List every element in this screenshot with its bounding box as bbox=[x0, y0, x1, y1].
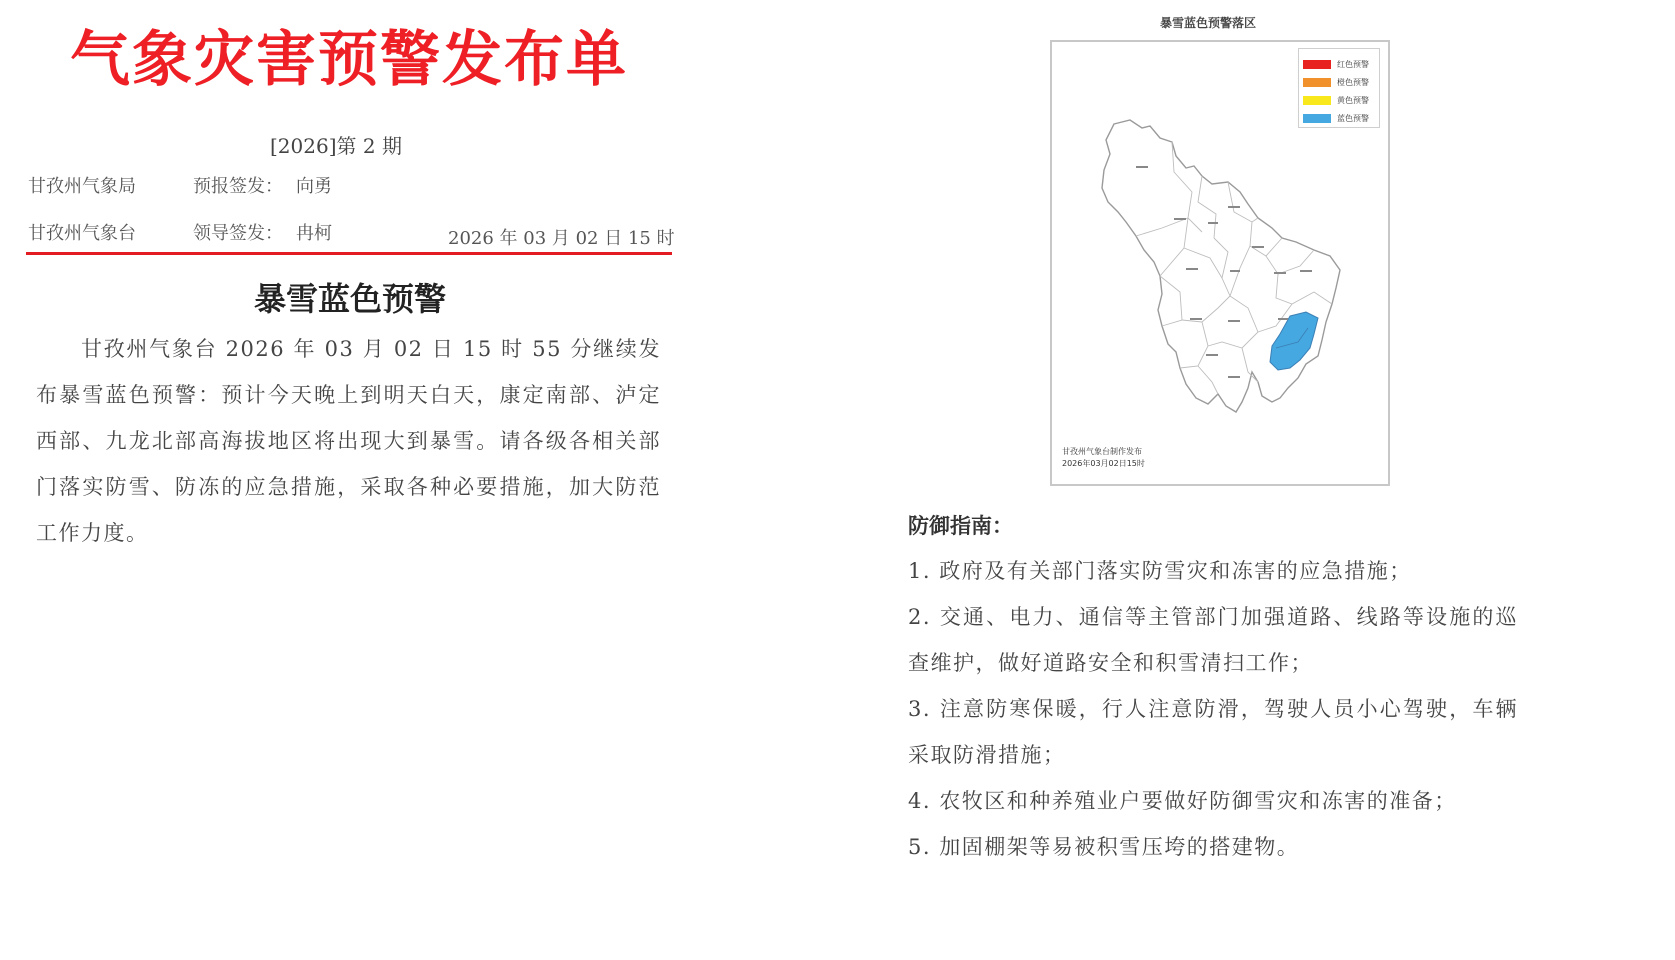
legend-item-yellow bbox=[1299, 91, 1379, 109]
legend-label: 黄色预警 bbox=[1337, 95, 1369, 105]
warning-bulletin-page bbox=[0, 0, 760, 960]
guide-item: 1. 政府及有关部门落实防雪灾和冻害的应急措施； bbox=[908, 559, 1412, 583]
warning-body: 甘孜州气象台 2026 年 03 月 02 日 15 时 55 分继续发布暴雪蓝色预警：预计今天晚上到明天白天，康定南部、泸定西部、九龙北部高海拔地区将出现大到暴雪。请各级各相关部门落实防雪、防冻的应急措施，采取各种必要措施，加大防范工作力度。 bbox=[36, 337, 661, 545]
legend-item-orange bbox=[1299, 73, 1379, 91]
legend-label: 蓝色预警 bbox=[1337, 113, 1369, 123]
legend-item-blue bbox=[1299, 109, 1379, 127]
prefecture-outline bbox=[1102, 120, 1340, 412]
guide-item: 3. 注意防寒保暖，行人注意防滑，驾驶人员小心驾驶，车辆采取防滑措施； bbox=[908, 697, 1518, 767]
map-credit bbox=[1062, 446, 1145, 470]
legend-swatch-yellow bbox=[1303, 96, 1331, 105]
legend-swatch-blue bbox=[1303, 114, 1331, 123]
legend-swatch-red bbox=[1303, 60, 1331, 69]
forecast-sign-name: 向勇 bbox=[296, 176, 332, 197]
map-credit-time: 2026年03月02日15时 bbox=[1062, 459, 1145, 468]
legend-label: 红色预警 bbox=[1337, 59, 1369, 69]
warning-area-map bbox=[1050, 40, 1390, 486]
leader-sign-name: 冉柯 bbox=[296, 223, 332, 244]
header-divider bbox=[26, 252, 672, 255]
guide-item: 4. 农牧区和种养殖业户要做好防御雪灾和冻害的准备； bbox=[908, 789, 1457, 813]
map-legend bbox=[1298, 48, 1380, 128]
defense-guide-page bbox=[860, 0, 1675, 960]
legend-label: 橙色预警 bbox=[1337, 77, 1369, 87]
guide-list bbox=[908, 548, 1518, 870]
forecast-sign-label: 预报签发： bbox=[193, 176, 283, 197]
map-caption: 暴雪蓝色预警落区 bbox=[1160, 16, 1257, 30]
leader-sign-label: 领导签发： bbox=[193, 223, 283, 244]
guide-title: 防御指南： bbox=[908, 514, 1013, 538]
bulletin-title: 气象灾害预警发布单 bbox=[70, 25, 628, 95]
map-credit-publisher: 甘孜州气象台制作发布 bbox=[1062, 447, 1142, 456]
guide-item: 2. 交通、电力、通信等主管部门加强道路、线路等设施的巡查维护，做好道路安全和积雪清扫工作； bbox=[908, 605, 1518, 675]
legend-swatch-orange bbox=[1303, 78, 1331, 87]
issue-number: [2026]第 2 期 bbox=[270, 134, 402, 158]
station-name: 甘孜州气象台 bbox=[28, 223, 136, 244]
bureau-name: 甘孜州气象局 bbox=[28, 176, 136, 197]
issue-date: 2026 年 03 月 02 日 15 时 bbox=[448, 228, 675, 249]
legend-item-red bbox=[1299, 55, 1379, 73]
warning-title: 暴雪蓝色预警 bbox=[253, 280, 446, 318]
guide-item: 5. 加固棚架等易被积雪压垮的搭建物。 bbox=[908, 835, 1300, 859]
